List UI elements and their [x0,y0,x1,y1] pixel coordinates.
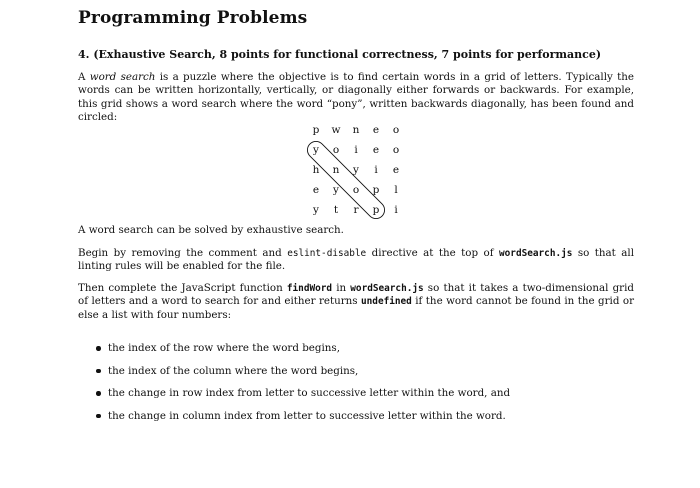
exhaustive-search-sentence: A word search can be solved by exhaustive search. [78,224,344,236]
code-wordsearch-file: wordSearch.js [499,248,573,259]
grid-cell: e [372,124,380,136]
grid-cell: o [392,124,400,136]
grid-cell: e [312,184,320,196]
grid-cell: y [313,144,319,156]
grid-cell: y [313,204,319,216]
grid-cell: o [392,144,400,156]
complete-text-2: in [332,282,351,294]
intro-text-1: A [78,71,90,83]
grid-cell: o [352,184,360,196]
grid-cell: i [394,204,398,216]
begin-text-2: directive at the top of [366,247,500,259]
grid-cell: i [374,164,378,176]
grid-cell: t [333,204,339,216]
code-findword: findWord [286,283,333,294]
grid-cell: p [372,184,380,196]
intro-text-2: is a puzzle where the objective is to find certain words in a grid of letters. Typically the words can be written horizontally, vertically, or diagonally either forwards or backwards. For example, this grid shows a word search where the word “pony”, written backwards diagonally, has been found and circled: [78,71,634,124]
bullet-icon [96,414,101,419]
grid-cell: n [352,124,360,136]
word-search-term: word search [89,71,156,83]
complete-paragraph [78,282,634,322]
grid-cell: n [332,164,340,176]
list-item: the index of the row where the word begins, [96,342,510,355]
grid-cell: e [392,164,400,176]
code-wordsearch-file-2: wordSearch.js [350,283,424,294]
problem-heading: 4. (Exhaustive Search, 8 points for functional correctness, 7 points for performance) [78,48,602,61]
grid-cell: l [394,184,398,196]
complete-text-1: Then complete the JavaScript function [78,282,287,294]
complete-text-4: if the word cannot be found in the grid or else a list with four numbers: [78,295,634,321]
grid-cell: r [353,204,359,216]
list-item: the change in column index from letter to successive letter within the word. [96,410,510,423]
intro-paragraph [78,71,634,125]
grid-cell: p [312,124,320,136]
complete-text-3: so that it takes a two-dimensional grid of letters and a word to search for and either returns [78,282,634,308]
grid-cell: y [333,184,339,196]
bullet-icon [96,369,101,374]
grid-cell: i [354,144,358,156]
begin-text-3: so that all linting rules will be enabled for the file. [78,247,634,273]
grid-cell: w [331,124,341,136]
code-eslint-disable: eslint-disable [287,248,367,259]
grid-cell: y [353,164,359,176]
list-item: the index of the column where the word begins, [96,365,510,378]
word-search-grid [306,120,406,220]
code-undefined: undefined [361,296,412,308]
section-title: Programming Problems [78,8,308,28]
grid-cell: p [372,204,380,216]
return-values-list [96,342,510,432]
grid-cell: o [332,144,340,156]
grid-cell: h [312,164,320,176]
list-item: the change in row index from letter to successive letter within the word, and [96,387,510,400]
bullet-icon [96,391,101,396]
grid-cell: e [372,144,380,156]
begin-paragraph [78,247,634,274]
begin-text-1: Begin by removing the comment and [78,247,288,259]
bullet-icon [96,346,101,351]
